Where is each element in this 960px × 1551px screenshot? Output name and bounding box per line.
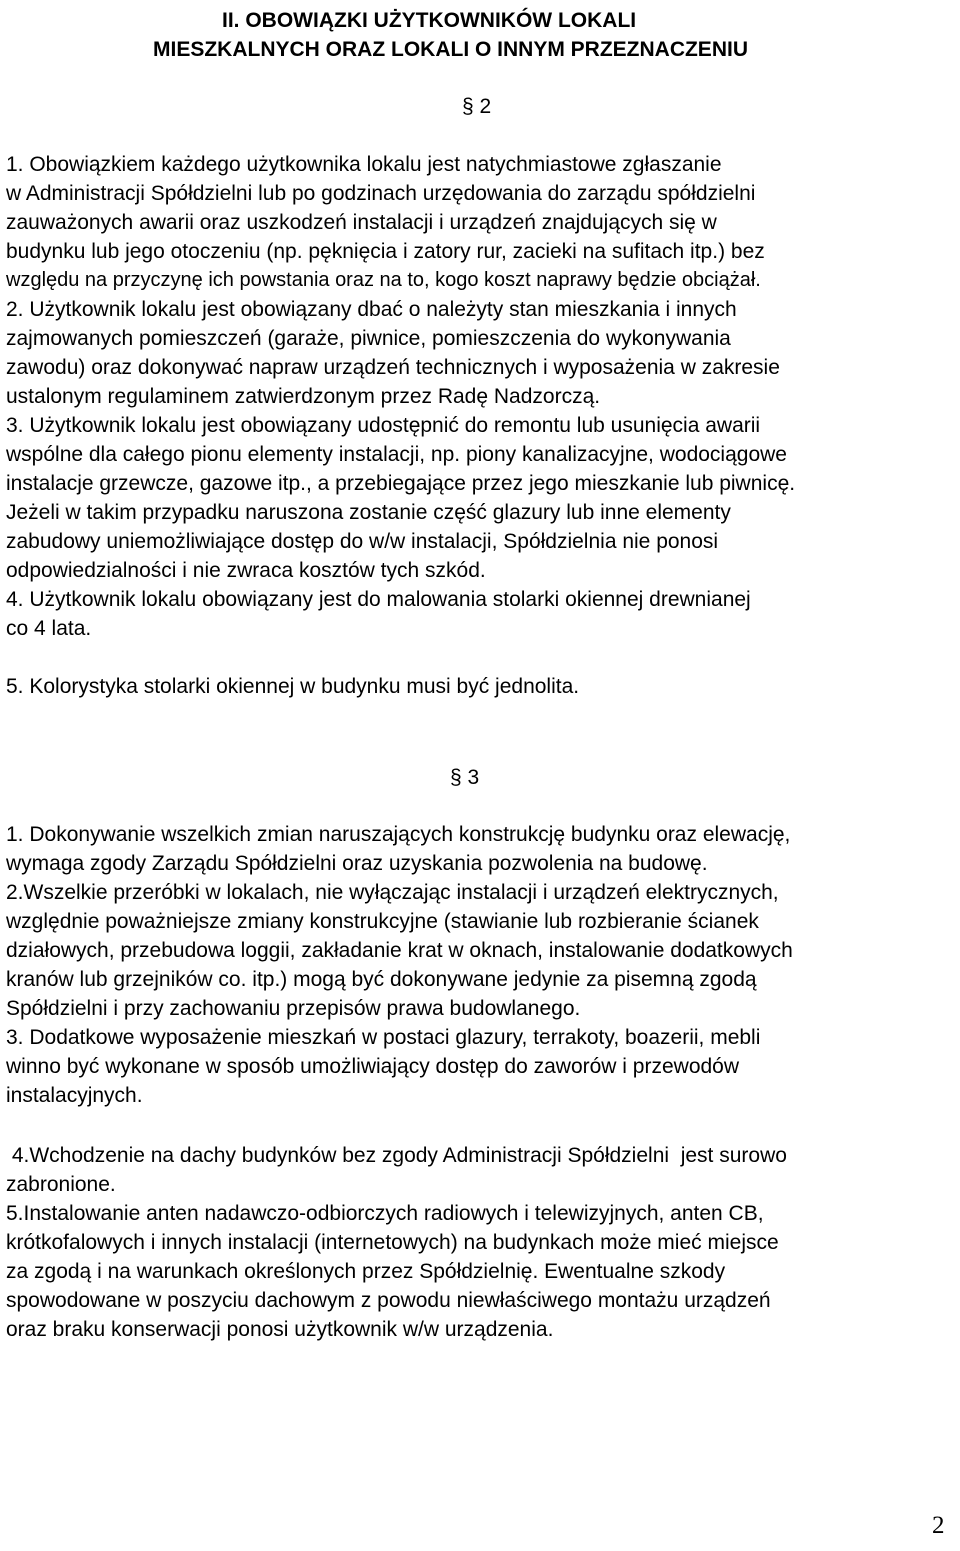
paragraph-line: względnie poważniejsze zmiany konstrukcyjne (stawianie lub rozbieranie ścianek xyxy=(6,910,759,933)
paragraph-line: wspólne dla całego pionu elementy instalacji, np. piony kanalizacyjne, wodociągowe xyxy=(6,443,787,466)
paragraph-line: instalacje grzewcze, gazowe itp., a przebiegające przez jego mieszkanie lub piwnicę. xyxy=(6,472,796,495)
paragraph-line: działowych, przebudowa loggii, zakładanie krat w oknach, instalowanie dodatkowych xyxy=(6,939,793,962)
document-title xyxy=(0,6,748,64)
paragraph-line: 4.Wchodzenie na dachy budynków bez zgody Administracji Spółdzielni jest surowo xyxy=(6,1144,787,1167)
paragraph-line: zabudowy uniemożliwiające dostęp do w/w instalacji, Spółdzielnia nie ponosi xyxy=(6,530,719,553)
title-line-2: MIESZKALNYCH ORAZ LOKALI O INNYM PRZEZNACZENIU xyxy=(153,38,748,61)
paragraph-line: w Administracji Spółdzielni lub po godzinach urzędowania do zarządu spółdzielni xyxy=(6,182,756,205)
section-2-mark: § 2 xyxy=(462,95,492,118)
paragraph-line: 5.Instalowanie anten nadawczo-odbiorczych radiowych i telewizyjnych, anten CB, xyxy=(6,1202,764,1225)
paragraph-line: 2. Użytkownik lokalu jest obowiązany dbać o należyty stan mieszkania i innych xyxy=(6,298,737,321)
paragraph-line: wymaga zgody Zarządu Spółdzielni oraz uzyskania pozwolenia na budowę. xyxy=(6,852,708,875)
paragraph-line: za zgodą i na warunkach określonych przez Spółdzielnię. Ewentualne szkody xyxy=(6,1260,726,1283)
title-line-1: II. OBOWIĄZKI UŻYTKOWNIKÓW LOKALI xyxy=(222,9,637,32)
paragraph-line: budynku lub jego otoczeniu (np. pęknięcia i zatory rur, zacieki na sufitach itp.) bez xyxy=(6,240,765,263)
paragraph-line: 1. Obowiązkiem każdego użytkownika lokalu jest natychmiastowe zgłaszanie xyxy=(6,153,722,176)
paragraph-line: Spółdzielni i przy zachowaniu przepisów prawa budowlanego. xyxy=(6,997,581,1020)
paragraph-line: co 4 lata. xyxy=(6,617,92,640)
paragraph-line: winno być wykonane w sposób umożliwiający dostęp do zaworów i przewodów xyxy=(6,1055,740,1078)
paragraph-line: zajmowanych pomieszczeń (garaże, piwnice, pomieszczenia do wykonywania xyxy=(6,327,731,350)
paragraph-line: zawodu) oraz dokonywać napraw urządzeń technicznych i wyposażenia w zakresie xyxy=(6,356,780,379)
paragraph-line: 2.Wszelkie przeróbki w lokalach, nie wyłączając instalacji i urządzeń elektrycznych, xyxy=(6,881,779,904)
paragraph-line: krótkofalowych i innych instalacji (internetowych) na budynkach może mieć miejsce xyxy=(6,1231,779,1254)
paragraph-line: 3. Użytkownik lokalu jest obowiązany udostępnić do remontu lub usunięcia awarii xyxy=(6,414,761,437)
paragraph-line: zabronione. xyxy=(6,1173,116,1196)
paragraph-line: instalacyjnych. xyxy=(6,1084,143,1107)
paragraph-line: zauważonych awarii oraz uszkodzeń instalacji i urządzeń znajdujących się w xyxy=(6,211,717,234)
paragraph-line: spowodowane w poszyciu dachowym z powodu niewłaściwego montażu urządzeń xyxy=(6,1289,771,1312)
section-3-mark: § 3 xyxy=(450,766,480,789)
paragraph-line: względu na przyczynę ich powstania oraz na to, kogo koszt naprawy będzie obciążał. xyxy=(6,269,761,291)
paragraph-line: 1. Dokonywanie wszelkich zmian naruszających konstrukcję budynku oraz elewację, xyxy=(6,823,791,846)
paragraph-line: 3. Dodatkowe wyposażenie mieszkań w postaci glazury, terrakoty, boazerii, mebli xyxy=(6,1026,761,1049)
paragraph-line: kranów lub grzejników co. itp.) mogą być dokonywane jedynie za pisemną zgodą xyxy=(6,968,757,991)
paragraph-line: Jeżeli w takim przypadku naruszona zostanie część glazury lub inne elementy xyxy=(6,501,731,524)
paragraph-line: 5. Kolorystyka stolarki okiennej w budynku musi być jednolita. xyxy=(6,675,580,698)
section-3-body xyxy=(6,820,956,1110)
section-3-body-continued xyxy=(6,1141,956,1344)
paragraph-spacer xyxy=(6,643,956,672)
page-number: 2 xyxy=(932,1512,945,1539)
paragraph-line: oraz braku konserwacji ponosi użytkownik w/w urządzenia. xyxy=(6,1318,554,1341)
section-2-body xyxy=(6,150,956,701)
paragraph-line: odpowiedzialności i nie zwraca kosztów tych szkód. xyxy=(6,559,486,582)
paragraph-line: ustalonym regulaminem zatwierdzonym przez Radę Nadzorczą. xyxy=(6,385,601,408)
paragraph-line: 4. Użytkownik lokalu obowiązany jest do malowania stolarki okiennej drewnianej xyxy=(6,588,751,611)
